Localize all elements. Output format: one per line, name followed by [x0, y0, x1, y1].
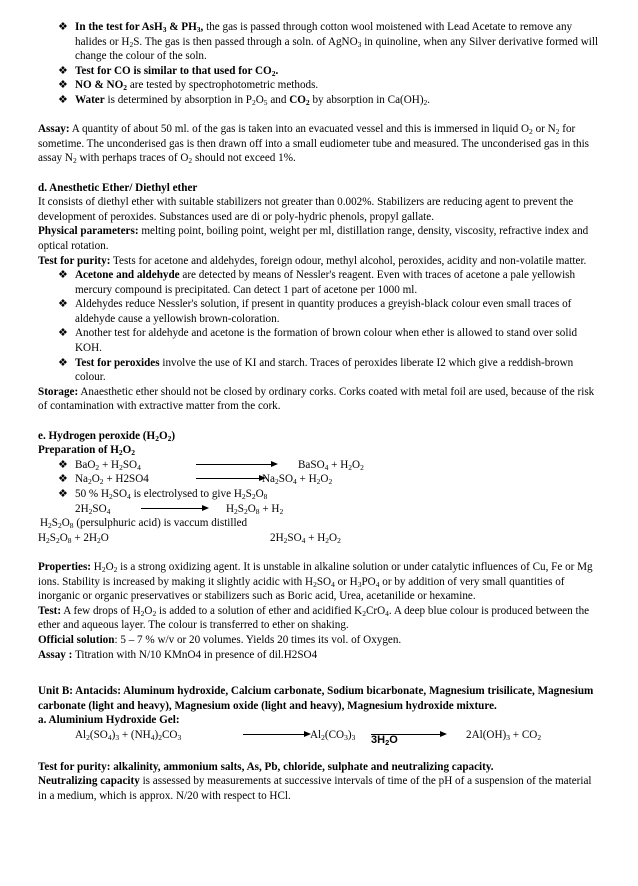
ether-intro: It consists of diethyl ether with suitable stabilizers not greater than 0.002%. Stabilizers are reducing agent to prevent the development of peroxides. Substances used are di or poly-hydric phenols, propyl gallate. — [38, 196, 574, 223]
equation-distillation: $H_2S_2O_8$ (persulphuric acid) is vaccum distilled — [40, 517, 248, 531]
equation-na2o2: ❖ $Na_2O_2 + H2SO4$ $Na_2SO_4 + H_2O_2$ — [58, 473, 333, 487]
reaction-arrow — [141, 508, 207, 509]
h2o2-properties: Properties: $H_2O_2$ is a strong oxidizing agent. It is unstable in alkaline solution or under catalytic influences of Cu, Fe or Mg ions. Stability is increased by making it slightly acidic with $H_2SO_4$ or $H_3PO_4$ or by addition of very small quantities of inorganic or organic preservatives or stabilizers such as Boric acid, Urea, acetanilide or hexamine. — [38, 560, 593, 603]
reaction-arrow — [243, 734, 309, 735]
bullet-diamond-icon: ❖ — [58, 473, 68, 486]
ether-bullet-acetone: ❖ Acetone and aldehyde are detected by means of Nessler's reagent. Even with traces of acetone a pale yellowish mercury compound is precipitated. Can detect 1 part of acetone per 1000 ml. — [58, 269, 576, 296]
ether-storage: Storage: Anaesthetic ether should not be closed by ordinary corks. Corks coated with metal foil are used, because of the risk of contamination with extractive matter from the cork. — [38, 385, 595, 413]
neutralizing-capacity: Neutralizing capacity is assessed by measurements at successive intervals of time of the pH of a suspension of the material in a medium, which is approx. N/20 with respect to HCl. — [38, 775, 592, 802]
equation-hydrolysis: $H_2S_2O_8 + 2H_2O$ $2H_2SO_4 + H_2O_2$ — [38, 531, 341, 545]
aluminium-hydroxide-heading: a. Aluminium Hydroxide Gel: — [38, 714, 180, 727]
equation-electrolysis: ❖ 50 % $H_2SO_4$ is electrolysed to give $H_2S_2O_8$ — [58, 488, 268, 501]
ether-physical-params: Physical parameters: melting point, boiling point, weight per ml, distillation range, density, viscosity, refractive index and optical rotation. — [38, 225, 589, 252]
bullet-diamond-icon: ❖ — [58, 298, 68, 311]
bullet-diamond-icon: ❖ — [58, 93, 68, 106]
ether-bullet-koh: ❖ Another test for aldehyde and acetone is the formation of brown colour when ether is allowed to stand over solid KOH. — [58, 327, 578, 355]
h2o2-official-solution: Official solution: 5 – 7 % w/v or 20 volumes. Yields 20 times its vol. of Oxygen. — [38, 633, 402, 646]
document-page — [38, 20, 600, 803]
bullet-diamond-icon: ❖ — [58, 79, 68, 92]
equation-bao2: ❖ $BaO_2 + H_2SO_4$ BaSO$_4$ + $H_2O_2$ — [58, 458, 364, 472]
ether-purity: Test for purity: Tests for acetone and aldehydes, foreign odour, methyl alcohol, peroxides, acidity and non-volatile matter. — [38, 254, 587, 267]
assay-paragraph: Assay: A quantity of about 50 ml. of the gas is taken into an evacuated vessel and this is immersed in liquid $O_2$ or $N_2$ for sometime. The unconderised gas is then drawn off into a small eudiometer tube and measured. The unconderised gas in this assay $N_2$ with perhaps traces of $O_2$ should not exceed 1%. — [38, 123, 590, 166]
h2o2-test: Test: A few drops of $H_2O_2$ is added to a solution of ether and acidified $K_2CrO_4$. A deep blue colour is produced between the ether and aqueous layer. The colour is transferred to ether on shaking. — [38, 604, 590, 632]
h2o2-heading: e. Hydrogen peroxide $(H_2O_2)$ — [38, 429, 176, 443]
bullet-no-test: ❖ NO & $NO_2$ are tested by spectrophotometric methods. — [58, 79, 319, 93]
bullet-diamond-icon: ❖ — [58, 21, 68, 33]
bullet-ash3-test: ❖ In the test for AsH$_3$ & $PH_3$, the gas is passed through cotton wool moistened with Lead Acetate to remove any halides or $H_2S$. The gas is then passed through a soln. of AgNO$_3$ in quinoline, when any Silver derivative formed will change the colour of the soln. — [58, 21, 599, 63]
unit-b-heading: Unit B: Antacids: Aluminum hydroxide, Calcium carbonate, Sodium bicarbonate, Magnesium trisilicate, Magnesium carbonate (light and heavy), Magnesium oxide (light and heavy), Magnesium hydroxide mixture. — [38, 685, 594, 712]
ether-heading: d. Anesthetic Ether/ Diethyl ether — [38, 181, 198, 194]
ether-bullet-aldehydes: ❖ Aldehydes reduce Nessler's solution, if present in quantity produces a greyish-black colour even small traces of aldehyde cause a yellowish brown-coloration. — [58, 298, 572, 325]
aluminium-purity-test: Test for purity: alkalinity, ammonium salts, As, Pb, chloride, sulphate and neutralizing capacity. — [38, 760, 494, 773]
equation-persulphuric: $2H_2SO_4$ $H_2S_2O_8 + H_2$ — [75, 502, 284, 516]
bullet-diamond-icon: ❖ — [58, 327, 68, 340]
h2o-reagent-label: $3H_2O$ — [371, 733, 398, 747]
reaction-arrow — [196, 464, 276, 465]
bullet-diamond-icon: ❖ — [58, 458, 68, 471]
bullet-diamond-icon: ❖ — [58, 356, 68, 369]
bullet-co-test: ❖ Test for CO is similar to that used for $CO_2$. — [58, 64, 279, 78]
h2o2-assay: Assay : Titration with N/10 KMnO4 in presence of dil.H2SO4 — [38, 648, 318, 661]
reaction-arrow — [196, 478, 264, 479]
bullet-diamond-icon: ❖ — [58, 488, 68, 500]
ether-bullet-peroxides: ❖ Test for peroxides involve the use of KI and starch. Traces of peroxides liberate I2 which give a reddish-brown colour. — [58, 356, 574, 384]
equation-aluminium: $Al_2(SO_4)_3 + (NH_4)_2CO_3$ $Al_2(CO_3)_3$ $3H_2O$ $2Al(OH)_3 + CO_2$ — [75, 728, 542, 747]
h2o2-preparation-heading: Preparation of $H_2O_2$ — [38, 444, 136, 458]
bullet-diamond-icon: ❖ — [58, 64, 68, 77]
bullet-diamond-icon: ❖ — [58, 269, 68, 282]
bullet-water-test: ❖ Water is determined by absorption in $P_2O_5$ and $CO_2$ by absorption in $Ca(OH)_2$. — [58, 93, 431, 107]
